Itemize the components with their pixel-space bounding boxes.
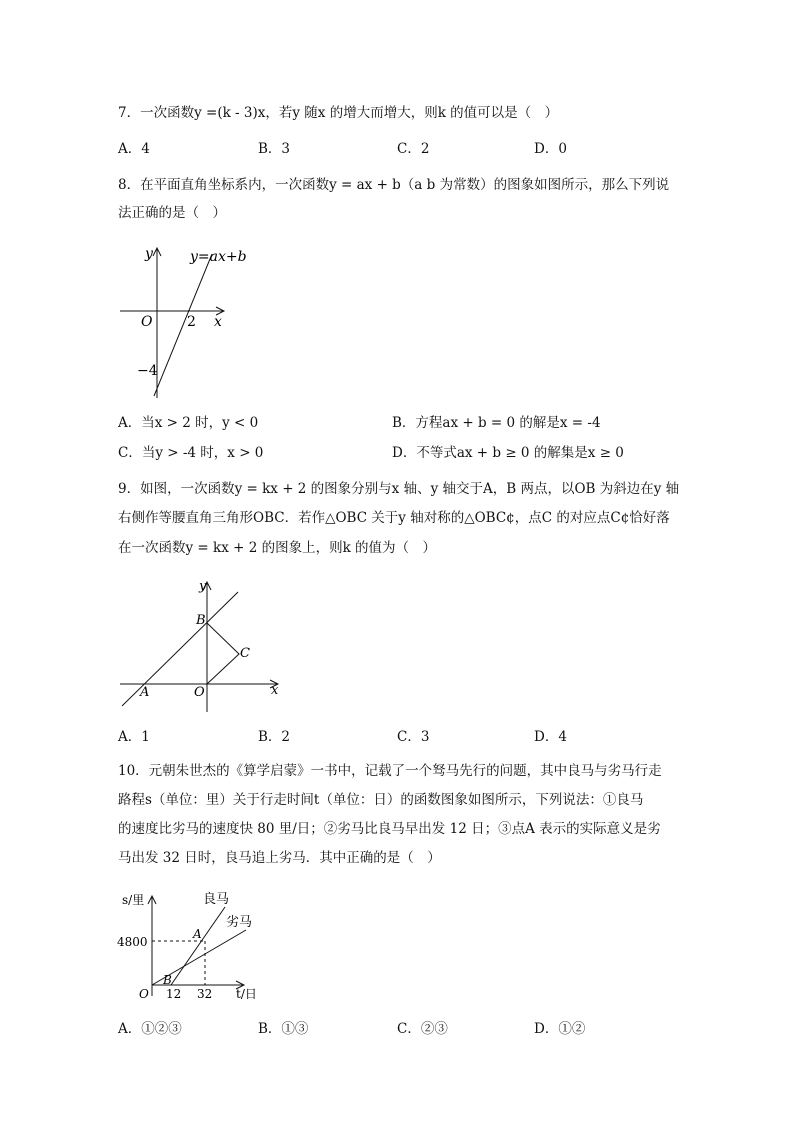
q10-y-tick: 4800: [117, 935, 148, 949]
q7-option-c[interactable]: C．2: [397, 141, 430, 157]
q10-x-tick-12: 12: [166, 987, 182, 1001]
q10-figure: [116, 890, 266, 1005]
q9-point-b: B: [196, 613, 206, 628]
q10-stem-line3: 的速度比劣马的速度快 80 里/日；②劣马比良马早出发 12 日；③点A 表示的实际意义是劣: [118, 821, 661, 837]
q9-triangle-obc: [207, 623, 239, 684]
q10-option-b[interactable]: B．①③: [258, 1021, 309, 1037]
q8-line-label: y=ax+b: [190, 249, 247, 265]
q7-stem: 7．一次函数y =(k - 3)x，若y 随x 的增大而增大，则k 的值可以是（ ）: [118, 105, 559, 121]
q8-figure: [118, 240, 248, 400]
q7-option-d[interactable]: D．0: [534, 141, 567, 157]
q8-origin-label: O: [141, 314, 153, 330]
q8-x-label: x: [214, 314, 222, 330]
q9-option-c[interactable]: C．3: [397, 729, 430, 745]
q8-y-label: y: [145, 246, 153, 262]
q10-label-fast-horse: 良马: [203, 892, 230, 907]
q8-x-intercept: 2: [187, 314, 196, 330]
q7-option-b[interactable]: B．3: [258, 141, 291, 157]
q9-point-c: C: [240, 646, 250, 661]
q9-stem-line1: 9．如图，一次函数y = kx + 2 的图象分别与x 轴、y 轴交于A，B 两点，以OB 为斜边在y 轴: [118, 481, 680, 497]
q8-option-a[interactable]: A．当x > 2 时，y < 0: [118, 415, 259, 431]
q10-stem-line4: 马出发 32 日时，良马追上劣马．其中正确的是（ ）: [118, 850, 441, 866]
q10-label-slow-horse: 劣马: [226, 915, 253, 930]
q10-x-label: t/日: [236, 987, 257, 1001]
q9-option-b[interactable]: B．2: [258, 729, 291, 745]
q8-stem-line2: 法正确的是（ ）: [118, 205, 226, 221]
q10-point-a: A: [193, 927, 202, 941]
q9-option-d[interactable]: D．4: [534, 729, 567, 745]
q8-stem-line1: 8．在平面直角坐标系内，一次函数y = ax + b（a b 为常数）的图象如图所示，那么下列说: [118, 177, 670, 193]
q10-y-label: s/里: [122, 893, 145, 907]
q10-stem-line1: 10．元朝朱世杰的《算学启蒙》一书中，记载了一个驽马先行的问题，其中良马与劣马行走: [118, 763, 662, 779]
q8-y-intercept: −4: [137, 363, 158, 379]
q8-option-b[interactable]: B．方程ax + b = 0 的解是x = -4: [392, 415, 601, 431]
q8-option-c[interactable]: C．当y > -4 时，x > 0: [118, 445, 264, 461]
q10-line-fast-horse: [171, 907, 225, 985]
q7-option-a[interactable]: A．4: [118, 141, 150, 157]
q9-x-label: x: [271, 683, 279, 698]
q10-option-d[interactable]: D．①②: [534, 1021, 586, 1037]
q10-option-a[interactable]: A．①②③: [118, 1021, 182, 1037]
q8-option-d[interactable]: D．不等式ax + b ≥ 0 的解集是x ≥ 0: [392, 445, 624, 461]
q10-origin-label: O: [139, 987, 149, 1001]
q9-origin-label: O: [194, 685, 205, 700]
q10-stem-line2: 路程s（单位：里）关于行走时间t（单位：日）的函数图象如图所示，下列说法：①良马: [118, 792, 644, 808]
q10-x-tick-32: 32: [197, 987, 213, 1001]
q9-point-a: A: [140, 685, 150, 700]
q10-point-b: B: [163, 973, 172, 987]
q9-y-label: y: [199, 579, 207, 594]
q9-stem-line2: 右侧作等腰直角三角形OBC．若作△OBC 关于y 轴对称的△OBC¢，点C 的对应点C¢恰好落: [118, 510, 670, 526]
q10-option-c[interactable]: C．②③: [397, 1021, 448, 1037]
q9-stem-line3: 在一次函数y = kx + 2 的图象上，则k 的值为（ ）: [118, 540, 437, 556]
q8-function-line: [154, 254, 212, 396]
q9-option-a[interactable]: A．1: [118, 729, 150, 745]
q9-figure: [118, 576, 288, 716]
